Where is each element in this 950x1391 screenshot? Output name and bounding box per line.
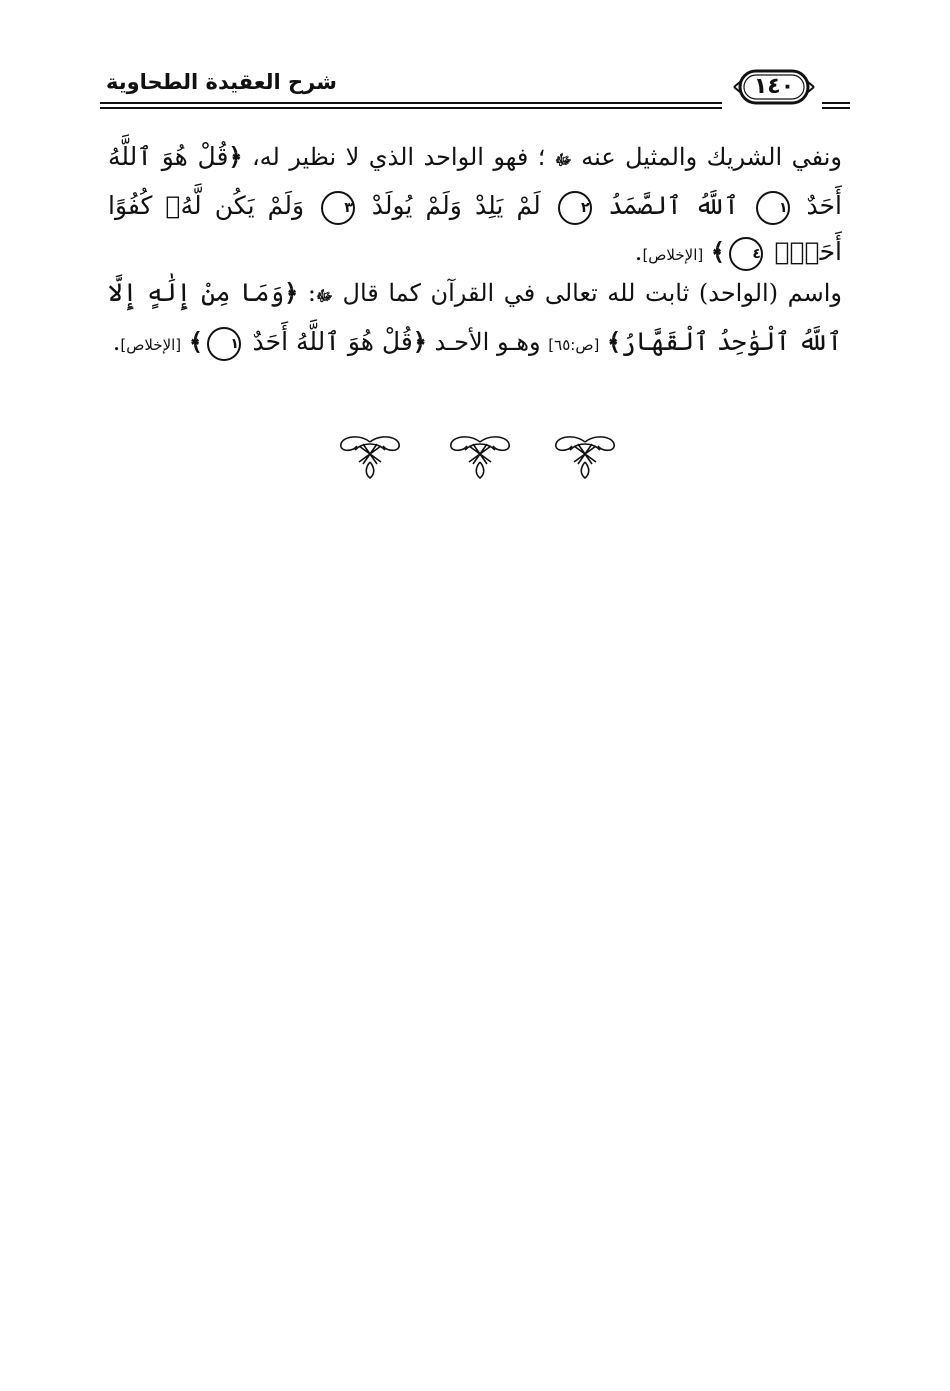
header-rule [100,102,722,104]
fleuron-icon [445,432,515,482]
quran-text: ٱللَّهُ ٱلصَّمَدُ [608,191,739,220]
colon: : [307,279,316,307]
full-stop: . [634,238,643,266]
header-rule [822,102,850,104]
quran-text: وَمَا مِنْ إِلَٰهٍ إِلَّا ٱللَّهُ ٱلْوَٰحِدُ ٱلْقَهَّارُ [108,278,842,356]
verse-number-icon: ٣ [321,191,355,225]
body-text: وهـو الأحـد [434,328,541,356]
page-number-badge [732,68,816,106]
surah-citation: [الإخلاص] [642,246,704,264]
body-text: واسم (الواحد) ثابت لله تعالى في القرآن كما قال [342,279,842,307]
surah-citation: [الإخلاص] [120,336,182,354]
full-stop: . [112,328,121,356]
ornate-open-bracket: ﴿ [228,143,243,171]
ornate-close-bracket: ﴾ [188,328,203,356]
honorific-glyph: ﷻ [315,287,333,305]
ornate-open-bracket: ﴿ [412,328,427,356]
running-title: شرح العقيدة الطحاوية [106,70,337,94]
ornate-close-bracket: ﴾ [606,328,622,356]
fleuron-icon [335,432,405,482]
body-text: ؛ فهو الواحد الذي لا نظير له، [251,143,546,171]
paragraph-1 [108,134,842,278]
quran-text: لَمْ يَلِدْ وَلَمْ يُولَدْ [371,191,541,220]
verse-number-icon: ١ [207,327,241,361]
header-rule [100,107,722,109]
quran-text: قُلْ هُوَ ٱللَّهُ أَحَدٌ [252,327,413,356]
surah-citation: [ص:٦٥] [548,336,600,354]
body-text: ونفي الشريك والمثيل عنه [581,143,842,171]
paragraph-2 [108,270,842,368]
honorific-glyph: ﷻ [554,151,572,169]
verse-number-icon: ١ [756,191,790,225]
fleuron-icon [550,432,620,482]
page-number: ١٤٠ [753,74,795,99]
ornate-open-bracket: ﴿ [284,279,299,307]
verse-number-icon: ٢ [558,191,592,225]
page-header [100,62,850,112]
ornate-close-bracket: ﴾ [710,238,725,266]
section-divider-ornaments [335,432,625,488]
quran-text: وَلَمْ يَكُن لَّهُۥ كُفُوًا أَحَدٌۢ [108,191,842,266]
quran-text: قُلْ هُوَ ٱللَّهُ أَحَدٌ [108,142,842,220]
header-rule [822,107,850,109]
verse-number-icon: ٤ [729,237,763,271]
